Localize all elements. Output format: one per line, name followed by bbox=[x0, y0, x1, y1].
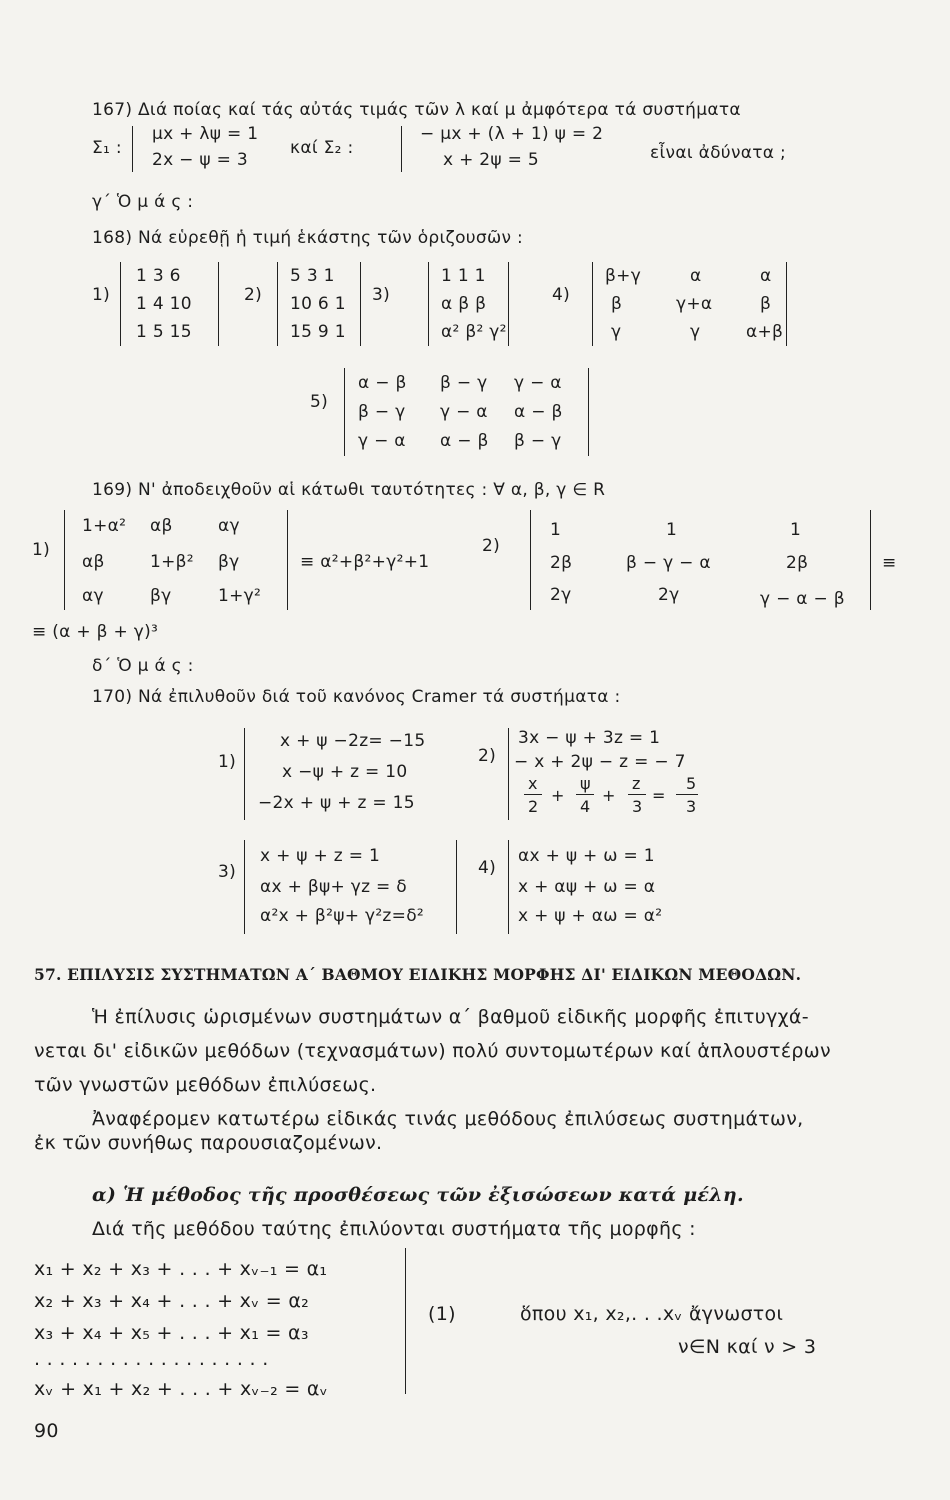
system-equation: 3x − ψ + 3z = 1 bbox=[518, 728, 661, 748]
fraction-denominator: 3 bbox=[686, 797, 697, 816]
problem-168-text: 168) Νά εὑρεθῇ ἡ τιμή ἑκάστης τῶν ὁριζουσῶν : bbox=[92, 228, 524, 248]
system-equation: 2x − ψ = 3 bbox=[152, 150, 249, 170]
system-bracket bbox=[132, 126, 133, 172]
identity-tail: ≡ (α + β + γ)³ bbox=[32, 622, 159, 642]
fraction-denominator: 3 bbox=[632, 797, 643, 816]
fraction-denominator: 4 bbox=[580, 797, 591, 816]
determinant-cell: γ+α bbox=[676, 294, 713, 314]
system-bracket bbox=[508, 840, 509, 934]
paragraph-line: Ἀναφέρομεν κατωτέρω εἰδικάς τινάς μεθόδους ἐπιλύσεως συστημάτων, bbox=[92, 1108, 804, 1130]
determinant-cell: α bbox=[690, 266, 702, 286]
system-equation: x + αψ + ω = α bbox=[518, 877, 656, 897]
system-equation: x + 2ψ = 5 bbox=[443, 150, 540, 170]
plus-sign: + bbox=[602, 786, 616, 805]
determinant-cell: α+β bbox=[746, 322, 784, 342]
system-equation: x + ψ + z = 1 bbox=[260, 846, 381, 866]
determinant-cell: γ − α bbox=[358, 431, 406, 451]
determinant-cell: α − β bbox=[514, 402, 563, 422]
equals-sign: = bbox=[652, 786, 666, 805]
determinant-label: 1) bbox=[92, 285, 111, 305]
system-equation: μx + λψ = 1 bbox=[152, 124, 259, 144]
determinant-label: 3) bbox=[372, 285, 391, 305]
system-equation: x + ψ −2z= −15 bbox=[280, 731, 426, 751]
system-equation: − μx + (λ + 1) ψ = 2 bbox=[420, 124, 604, 144]
problem-167-tail: εἶναι ἀδύνατα ; bbox=[650, 143, 787, 163]
determinant-bar bbox=[120, 262, 121, 346]
determinant-cell: 2γ bbox=[658, 585, 680, 605]
system-equation: α²x + β²ψ+ γ²z=δ² bbox=[260, 906, 425, 926]
determinant-bar bbox=[592, 262, 593, 346]
fraction-numerator: z bbox=[632, 774, 641, 793]
determinant-cell: 1 bbox=[666, 520, 678, 540]
system-equation: x₂ + x₃ + x₄ + . . . + xᵥ = α₂ bbox=[34, 1290, 310, 1312]
section-heading: 57. ΕΠΙΛΥΣΙΣ ΣΥΣΤΗΜΑΤΩΝ Α΄ ΒΑΘΜΟΥ ΕΙΔΙΚΗΣ ΜΟΡΦΗΣ ΔΙ' ΕΙΔΙΚΩΝ ΜΕΘΟΔΩΝ. bbox=[34, 965, 802, 984]
identity-rhs: ≡ α²+β²+γ²+1 bbox=[300, 552, 430, 572]
determinant-cell: β bbox=[760, 294, 772, 314]
determinant-row: 1 5 15 bbox=[136, 322, 192, 342]
determinant-cell: β − γ bbox=[440, 373, 488, 393]
determinant-bar bbox=[588, 368, 589, 456]
and-sigma2-label: καί Σ₂ : bbox=[290, 138, 354, 158]
determinant-cell: γ − α bbox=[514, 373, 562, 393]
determinant-bar bbox=[508, 262, 509, 346]
determinant-bar bbox=[360, 262, 361, 346]
determinant-cell: 1+β² bbox=[150, 552, 194, 572]
determinant-cell: α bbox=[760, 266, 772, 286]
system-bracket bbox=[456, 840, 457, 934]
paragraph-line: Διά τῆς μεθόδου ταύτης ἐπιλύονται συστήματα τῆς μορφῆς : bbox=[92, 1218, 696, 1240]
determinant-cell: β+γ bbox=[605, 266, 642, 286]
determinant-cell: αγ bbox=[82, 586, 104, 606]
determinant-label: 4) bbox=[552, 285, 571, 305]
determinant-row: α β β bbox=[441, 294, 487, 314]
problem-167-text: 167) Διά ποίας καί τάς αὐτάς τιμάς τῶν λ καί μ ἀμφότερα τά συστήματα bbox=[92, 100, 741, 120]
equation-number: (1) bbox=[428, 1303, 456, 1325]
system-bracket bbox=[244, 728, 245, 820]
system-equation: x₃ + x₄ + x₅ + . . . + x₁ = α₃ bbox=[34, 1322, 309, 1344]
determinant-cell: αγ bbox=[218, 516, 240, 536]
identity-rhs: ≡ bbox=[882, 553, 897, 573]
determinant-row: 1 3 6 bbox=[136, 266, 181, 286]
sigma1-label: Σ₁ : bbox=[92, 138, 122, 158]
fraction-bar bbox=[676, 794, 698, 795]
determinant-bar bbox=[277, 262, 278, 346]
determinant-cell: αβ bbox=[82, 552, 105, 572]
determinant-bar bbox=[64, 510, 65, 610]
determinant-bar bbox=[287, 510, 288, 610]
system-equation: −2x + ψ + z = 15 bbox=[258, 793, 415, 813]
paragraph-line: Ἡ ἐπίλυσις ὡρισμένων συστημάτων α΄ βαθμοῦ εἰδικῆς μορφῆς ἐπιτυγχά- bbox=[92, 1006, 809, 1028]
determinant-bar bbox=[344, 368, 345, 456]
system-label: 1) bbox=[218, 752, 237, 772]
determinant-cell: 1+α² bbox=[82, 516, 127, 536]
determinant-row: α² β² γ² bbox=[441, 322, 507, 342]
paragraph-line: νεται δι' εἰδικῶν μεθόδων (τεχνασμάτων) πολύ συντομωτέρων καί ἁπλουστέρων bbox=[34, 1040, 831, 1062]
page-number: 90 bbox=[34, 1420, 59, 1442]
system-bracket bbox=[405, 1248, 406, 1394]
determinant-cell: 1+γ² bbox=[218, 586, 262, 606]
paragraph-line: τῶν γνωστῶν μεθόδων ἐπιλύσεως. bbox=[34, 1074, 377, 1096]
determinant-bar bbox=[870, 510, 871, 610]
system-equation: αx + βψ+ γz = δ bbox=[260, 877, 407, 897]
determinant-cell: βγ bbox=[150, 586, 172, 606]
group-d-heading: δ΄ Ὁ μ ά ς : bbox=[92, 656, 194, 676]
system-label: 3) bbox=[218, 862, 237, 882]
determinant-cell: βγ bbox=[218, 552, 240, 572]
determinant-row: 1 1 1 bbox=[441, 266, 486, 286]
fraction-bar bbox=[628, 794, 646, 795]
where-clause: ὅπου x₁, x₂,. . .xᵥ ἄγνωστοι bbox=[520, 1303, 784, 1325]
fraction-bar bbox=[524, 794, 542, 795]
identity-label: 2) bbox=[482, 536, 501, 556]
determinant-row: 1 4 10 bbox=[136, 294, 192, 314]
system-equation: αx + ψ + ω = 1 bbox=[518, 846, 655, 866]
determinant-cell: γ bbox=[690, 322, 701, 342]
determinant-bar bbox=[428, 262, 429, 346]
fraction-bar bbox=[576, 794, 594, 795]
determinant-cell: γ − α bbox=[440, 402, 488, 422]
determinant-cell: β − γ bbox=[514, 431, 562, 451]
paragraph-line: ἐκ τῶν συνήθως παρουσιαζομένων. bbox=[34, 1132, 383, 1154]
system-bracket bbox=[244, 840, 245, 934]
system-equation: − x + 2ψ − z = − 7 bbox=[514, 752, 686, 772]
fraction-numerator: ψ bbox=[580, 774, 591, 793]
subheading: α) Ἡ μέθοδος τῆς προσθέσεως τῶν ἐξισώσεων κατά μέλη. bbox=[92, 1184, 744, 1206]
determinant-row: 10 6 1 bbox=[290, 294, 346, 314]
system-dots: . . . . . . . . . . . . . . . . . . . bbox=[34, 1348, 269, 1370]
determinant-row: 5 3 1 bbox=[290, 266, 335, 286]
identity-label: 1) bbox=[32, 540, 51, 560]
group-c-heading: γ΄ Ὁ μ ά ς : bbox=[92, 192, 194, 212]
problem-169-text: 169) Ν' ἀποδειχθοῦν αἱ κάτωθι ταυτότητες : ∀ α, β, γ ∈ R bbox=[92, 480, 606, 500]
determinant-cell: 2β bbox=[550, 553, 573, 573]
system-bracket bbox=[508, 728, 509, 820]
determinant-cell: α − β bbox=[440, 431, 489, 451]
determinant-bar bbox=[530, 510, 531, 610]
fraction-denominator: 2 bbox=[528, 797, 539, 816]
determinant-cell: γ bbox=[611, 322, 622, 342]
determinant-cell: γ − α − β bbox=[760, 589, 845, 609]
determinant-cell: αβ bbox=[150, 516, 173, 536]
determinant-cell: 2β bbox=[786, 553, 809, 573]
system-equation: x + ψ + αω = α² bbox=[518, 906, 663, 926]
determinant-cell: 2γ bbox=[550, 585, 572, 605]
system-equation: x −ψ + z = 10 bbox=[282, 762, 408, 782]
condition-clause: ν∈N καί ν > 3 bbox=[678, 1336, 817, 1358]
determinant-cell: 1 bbox=[790, 520, 802, 540]
system-bracket bbox=[401, 126, 402, 172]
fraction-numerator: 5 bbox=[686, 774, 697, 793]
determinant-cell: β − γ − α bbox=[626, 553, 711, 573]
determinant-bar bbox=[218, 262, 219, 346]
system-label: 2) bbox=[478, 746, 497, 766]
determinant-cell: β bbox=[611, 294, 623, 314]
determinant-label: 5) bbox=[310, 392, 329, 412]
fraction-numerator: x bbox=[528, 774, 538, 793]
determinant-bar bbox=[786, 262, 787, 346]
determinant-cell: α − β bbox=[358, 373, 407, 393]
system-equation: x₁ + x₂ + x₃ + . . . + xᵥ₋₁ = α₁ bbox=[34, 1258, 328, 1280]
system-label: 4) bbox=[478, 858, 497, 878]
determinant-row: 15 9 1 bbox=[290, 322, 346, 342]
plus-sign: + bbox=[551, 786, 565, 805]
determinant-cell: 1 bbox=[550, 520, 562, 540]
problem-170-text: 170) Νά ἐπιλυθοῦν διά τοῦ κανόνος Cramer τά συστήματα : bbox=[92, 687, 621, 707]
determinant-cell: β − γ bbox=[358, 402, 406, 422]
determinant-label: 2) bbox=[244, 285, 263, 305]
system-equation: xᵥ + x₁ + x₂ + . . . + xᵥ₋₂ = αᵥ bbox=[34, 1378, 328, 1400]
